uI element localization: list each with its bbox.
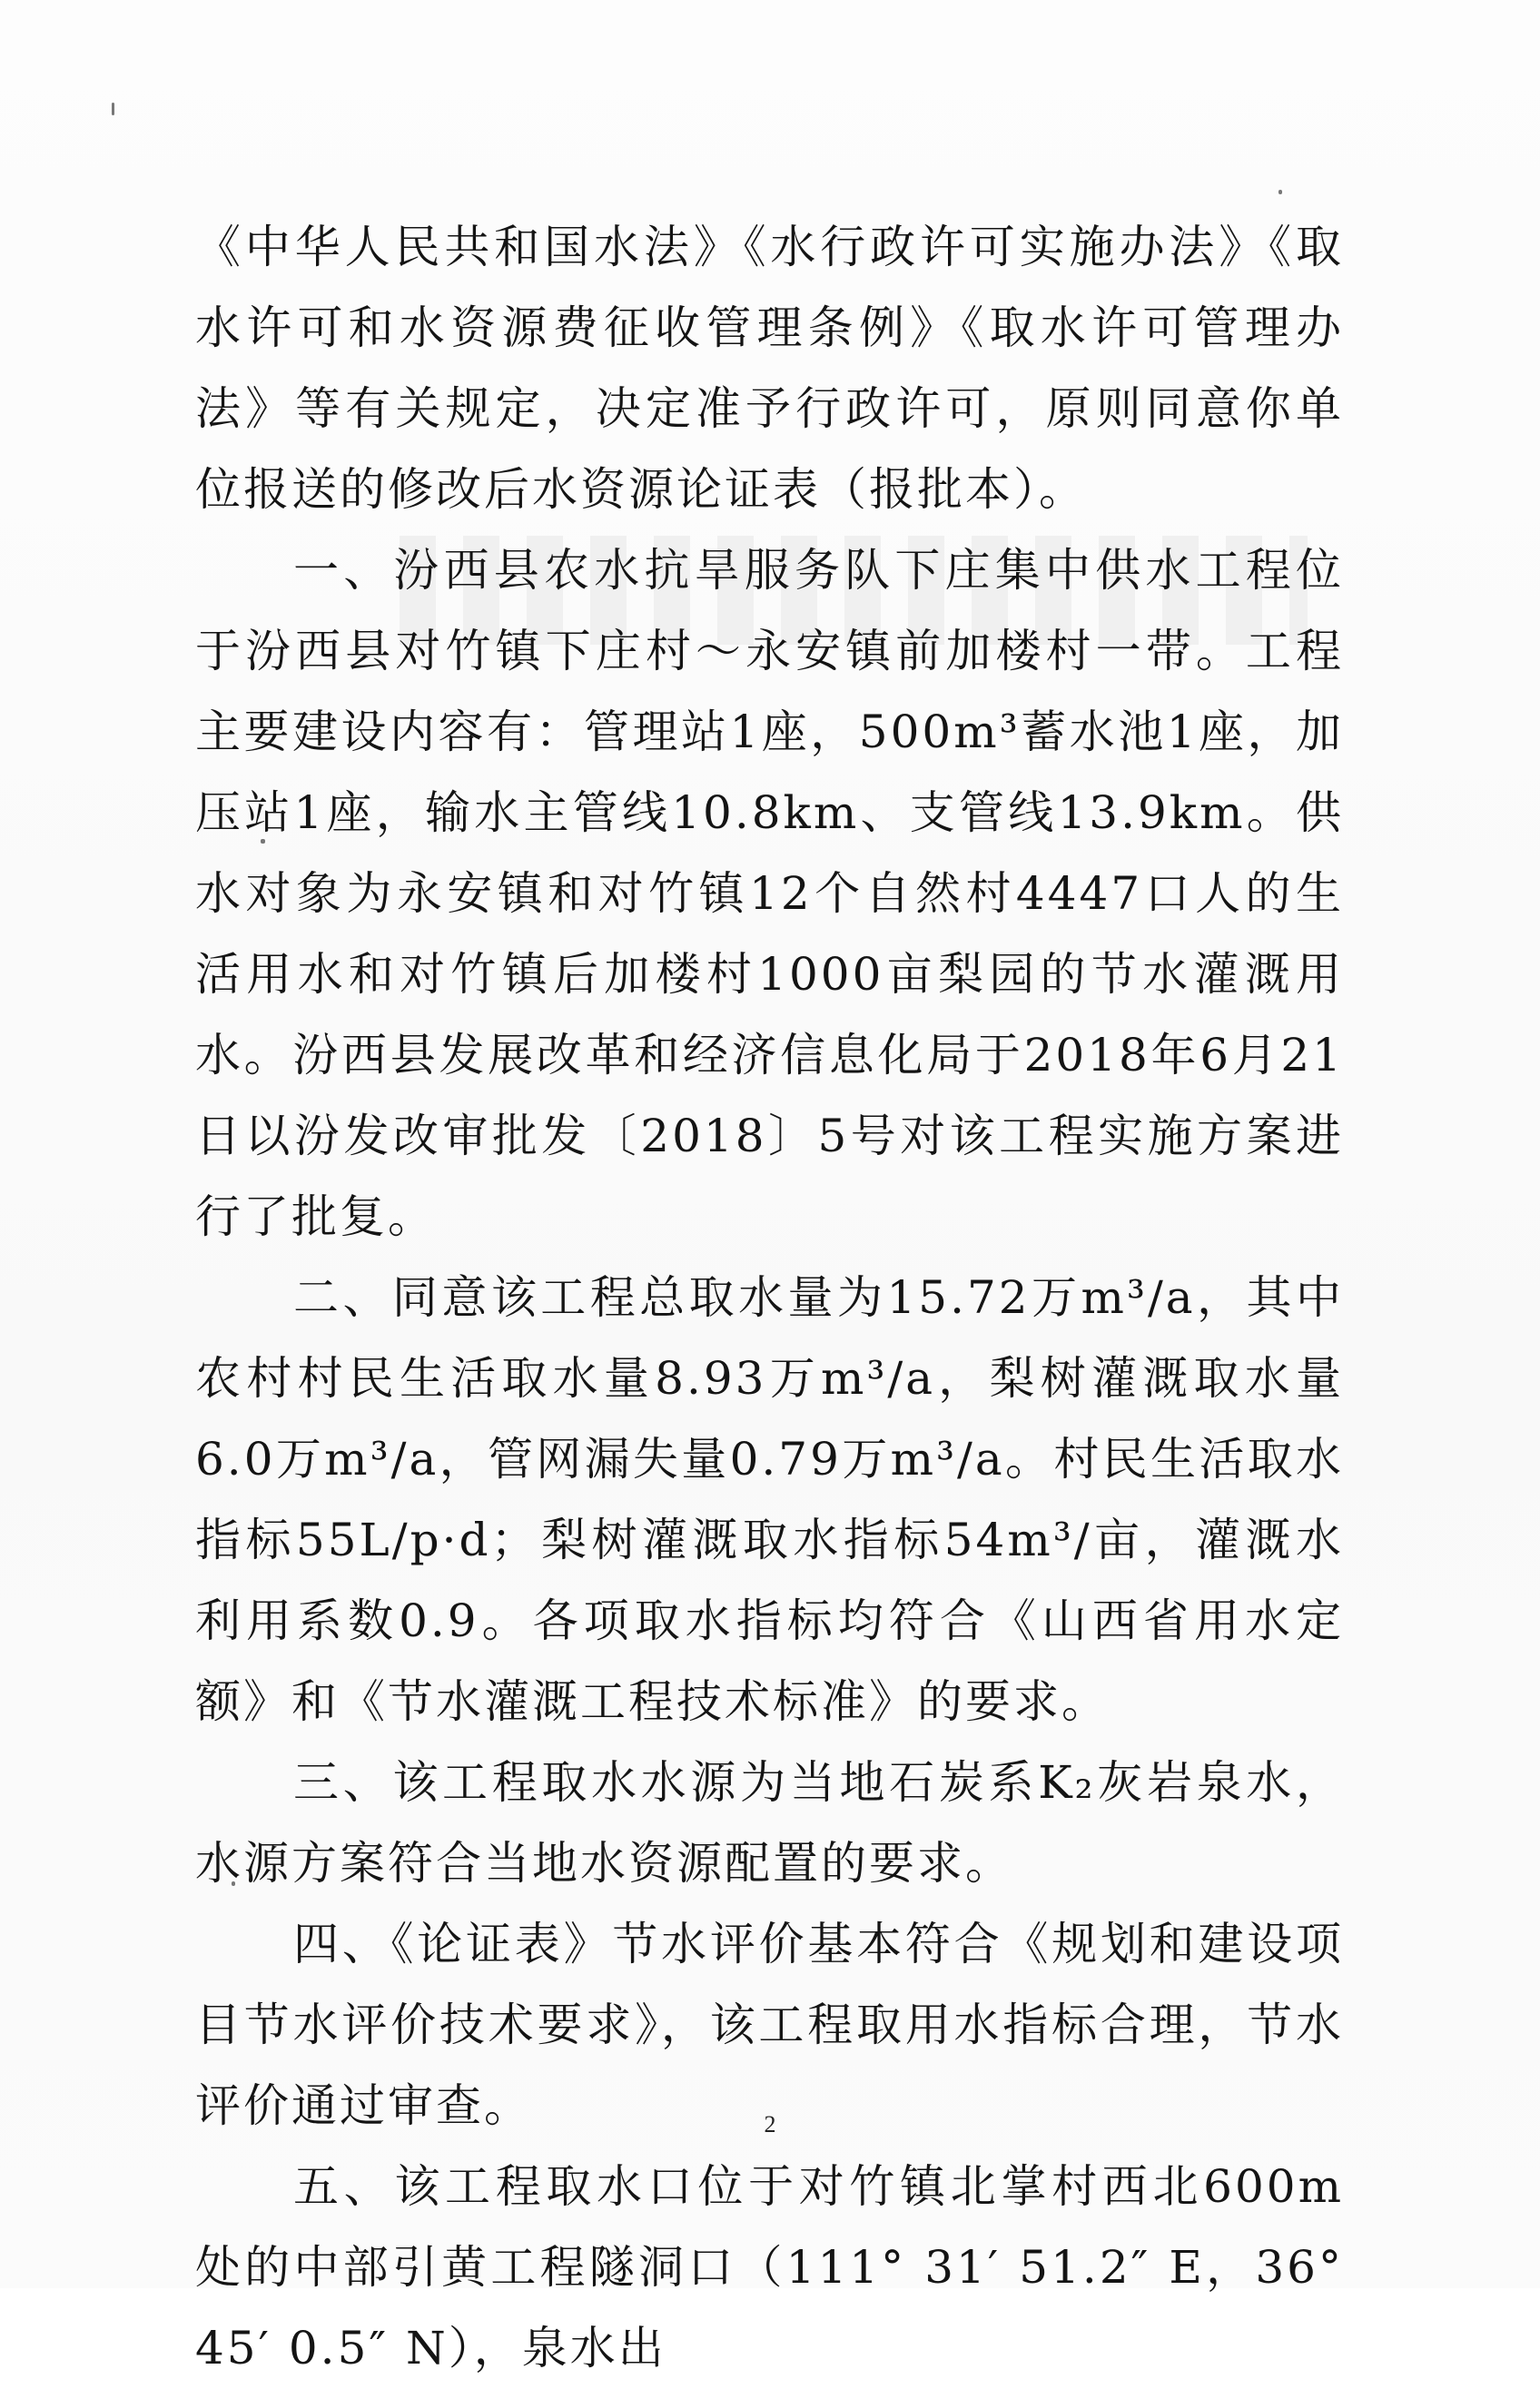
paragraph-legal-basis: 《中华人民共和国水法》《水行政许可实施办法》《取水许可和水资源费征收管理条例》《取水许可管理办法》等有关规定，决定准予行政许可，原则同意你单位报送的修改后水资源论证表（报批本）。 (195, 221, 1344, 516)
body-text (195, 207, 1344, 2389)
paragraph-item-1: 一、汾西县农水抗旱服务队下庄集中供水工程位于汾西县对竹镇下庄村～永安镇前加楼村一带。工程主要建设内容有：管理站1座，500m³蓄水池1座，加压站1座，输水主管线10.8km、支管线13.9km。供水对象为永安镇和对竹镇12个自然村4447口人的生活用水和对竹镇后加楼村1000亩梨园的节水灌溉用水。汾西县发展改革和经济信息化局于2018年6月21日以汾发改审批发〔2018〕5号对该工程实施方案进行了批复。 (195, 544, 1344, 1243)
scan-speck (112, 103, 114, 115)
page-number: 2 (764, 2111, 776, 2137)
paragraph-item-4: 四、《论证表》节水评价基本符合《规划和建设项目节水评价技术要求》，该工程取用水指标合理，节水评价通过审查。 (195, 1918, 1344, 2132)
scan-speck (1278, 190, 1282, 194)
paragraph-item-5: 五、该工程取水口位于对竹镇北掌村西北600m处的中部引黄工程隧洞口（111° 31′ 51.2″ E，36° 45′ 0.5″ N），泉水出 (195, 2160, 1344, 2374)
paragraph-item-2: 二、同意该工程总取水量为15.72万m³/a，其中农村村民生活取水量8.93万m³/a，梨树灌溉取水量6.0万m³/a，管网漏失量0.79万m³/a。村民生活取水指标55L/p·d；梨树灌溉取水指标54m³/亩，灌溉水利用系数0.9。各项取水指标均符合《山西省用水定额》和《节水灌溉工程技术标准》的要求。 (195, 1271, 1344, 1728)
paragraph-item-3: 三、该工程取水水源为当地石炭系K₂灰岩泉水，水源方案符合当地水资源配置的要求。 (195, 1756, 1344, 1890)
